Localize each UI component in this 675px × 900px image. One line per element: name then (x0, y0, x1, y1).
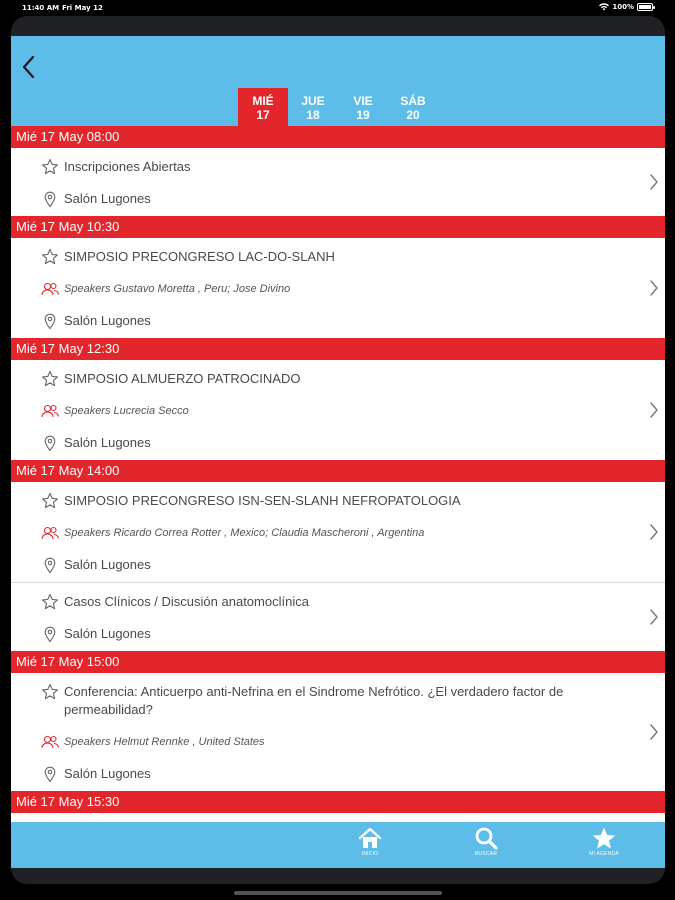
favorite-star-button[interactable] (41, 248, 59, 266)
tab-day-18[interactable] (288, 88, 338, 126)
location-icon-wrap (41, 434, 59, 452)
chevron-right-icon[interactable] (649, 523, 659, 541)
location-pin-icon (41, 312, 59, 330)
tab-day-19[interactable] (338, 88, 388, 126)
session-speakers: Speakers Lucrecia Secco (64, 405, 189, 417)
session-item[interactable] (11, 482, 665, 583)
session-location-row (11, 542, 665, 582)
session-speakers: Speakers Ricardo Correa Rotter , Mexico; Claudia Mascheroni , Argentina (64, 527, 425, 539)
session-location-row (11, 298, 665, 338)
nav-label: BUSCAR (474, 851, 498, 857)
schedule-list (11, 126, 665, 822)
session-item[interactable] (11, 673, 665, 791)
speakers-icon-wrap (41, 280, 59, 298)
chevron-right-icon[interactable] (649, 723, 659, 741)
session-location: Salón Lugones (64, 557, 151, 572)
session-title: Casos Clínicos / Discusión anatomoclínica (64, 594, 309, 609)
location-pin-icon (41, 434, 59, 452)
session-title: Inscripciones Abiertas (64, 159, 191, 174)
session-speakers-row (11, 719, 665, 751)
session-title: SIMPOSIO PRECONGRESO LAC-DO-SLANH (64, 249, 335, 264)
session-title-row (11, 673, 665, 719)
tab-day-number: 20 (406, 108, 420, 122)
tab-day-number: 19 (356, 108, 370, 122)
session-location: Salón Lugones (64, 626, 151, 641)
time-slot-header: Mié 17 May 15:00 (11, 651, 665, 673)
speakers-icon-wrap (41, 402, 59, 420)
back-icon[interactable] (19, 54, 39, 80)
star-outline-icon[interactable] (41, 248, 59, 266)
nav-star-button[interactable] (564, 822, 644, 868)
session-item[interactable] (11, 148, 665, 216)
wifi-icon (599, 3, 609, 11)
speakers-icon-wrap (41, 733, 59, 751)
session-title-row (11, 148, 665, 176)
location-pin-icon (41, 765, 59, 783)
day-tabs (238, 88, 438, 126)
location-pin-icon (41, 556, 59, 574)
time-slot-header: Mié 17 May 10:30 (11, 216, 665, 238)
tab-day-label: VIE (353, 94, 373, 108)
tab-day-label: SÁB (400, 94, 426, 108)
session-speakers: Speakers Helmut Rennke , United States (64, 736, 265, 748)
tab-day-label: JUE (301, 94, 325, 108)
app-header (11, 36, 665, 126)
nav-label: INICIO (361, 851, 379, 857)
session-speakers-row (11, 510, 665, 542)
location-pin-icon (41, 190, 59, 208)
session-title: Conferencia: Anticuerpo anti-Nefrina en el Sindrome Nefrótico. ¿El verdadero factor de permeabilidad? (64, 684, 564, 717)
time-slot-header: Mié 17 May 12:30 (11, 338, 665, 360)
star-outline-icon[interactable] (41, 492, 59, 510)
session-location: Salón Lugones (64, 313, 151, 328)
tab-day-17[interactable] (238, 88, 288, 126)
speakers-icon-wrap (41, 524, 59, 542)
bottom-navigation (11, 822, 665, 868)
speakers-icon (41, 733, 59, 751)
favorite-star-button[interactable] (41, 593, 59, 611)
battery-percent: 100% (612, 3, 634, 11)
location-pin-icon (41, 625, 59, 643)
session-speakers-row (11, 266, 665, 298)
time-slot-header: Mié 17 May 15:30 (11, 791, 665, 813)
speakers-icon (41, 280, 59, 298)
tab-day-number: 17 (256, 108, 270, 122)
tab-day-20[interactable] (388, 88, 438, 126)
favorite-star-button[interactable] (41, 370, 59, 388)
session-location-row (11, 176, 665, 216)
star-outline-icon[interactable] (41, 370, 59, 388)
speakers-icon (41, 524, 59, 542)
tab-day-label: MIÉ (252, 94, 274, 108)
device-screen (11, 16, 665, 884)
location-icon-wrap (41, 625, 59, 643)
tab-day-number: 18 (306, 108, 320, 122)
session-item[interactable] (11, 238, 665, 338)
session-title: SIMPOSIO PRECONGRESO ISN-SEN-SLANH NEFROPATOLOGIA (64, 493, 461, 508)
session-speakers: Speakers Gustavo Moretta , Peru; Jose Divino (64, 283, 291, 295)
session-speakers-row (11, 388, 665, 420)
home-indicator (234, 891, 442, 895)
status-bar (0, 0, 675, 16)
chevron-right-icon[interactable] (649, 173, 659, 191)
session-location-row (11, 420, 665, 460)
session-item[interactable] (11, 583, 665, 651)
location-icon-wrap (41, 556, 59, 574)
star-outline-icon[interactable] (41, 683, 59, 701)
time-slot-header: Mié 17 May 14:00 (11, 460, 665, 482)
search-icon (473, 826, 499, 850)
status-right (599, 3, 653, 11)
status-date: Fri May 12 (62, 4, 103, 12)
session-location-row (11, 611, 665, 651)
session-item[interactable] (11, 360, 665, 460)
speakers-icon (41, 402, 59, 420)
favorite-star-button[interactable] (41, 158, 59, 176)
favorite-star-button[interactable] (41, 492, 59, 510)
status-time: 11:40 AM (22, 4, 60, 12)
nav-search-button[interactable] (446, 822, 526, 868)
session-location: Salón Lugones (64, 435, 151, 450)
home-icon (357, 826, 383, 850)
star-icon (591, 826, 617, 850)
session-title: SIMPOSIO ALMUERZO PATROCINADO (64, 371, 301, 386)
star-outline-icon[interactable] (41, 593, 59, 611)
location-icon-wrap (41, 312, 59, 330)
session-title-row (11, 360, 665, 388)
nav-home-button[interactable] (330, 822, 410, 868)
favorite-star-button[interactable] (41, 683, 59, 701)
chevron-right-icon[interactable] (649, 608, 659, 626)
location-icon-wrap (41, 190, 59, 208)
session-location-row (11, 751, 665, 791)
nav-label: MI AGENDA (589, 851, 619, 857)
session-title-row (11, 482, 665, 510)
session-location: Salón Lugones (64, 191, 151, 206)
session-title-row (11, 238, 665, 266)
time-slot-header: Mié 17 May 08:00 (11, 126, 665, 148)
session-location: Salón Lugones (64, 766, 151, 781)
battery-icon (637, 3, 653, 11)
app-window (11, 36, 665, 868)
chevron-right-icon[interactable] (649, 401, 659, 419)
chevron-right-icon[interactable] (649, 279, 659, 297)
star-outline-icon[interactable] (41, 158, 59, 176)
location-icon-wrap (41, 765, 59, 783)
session-title-row (11, 583, 665, 611)
